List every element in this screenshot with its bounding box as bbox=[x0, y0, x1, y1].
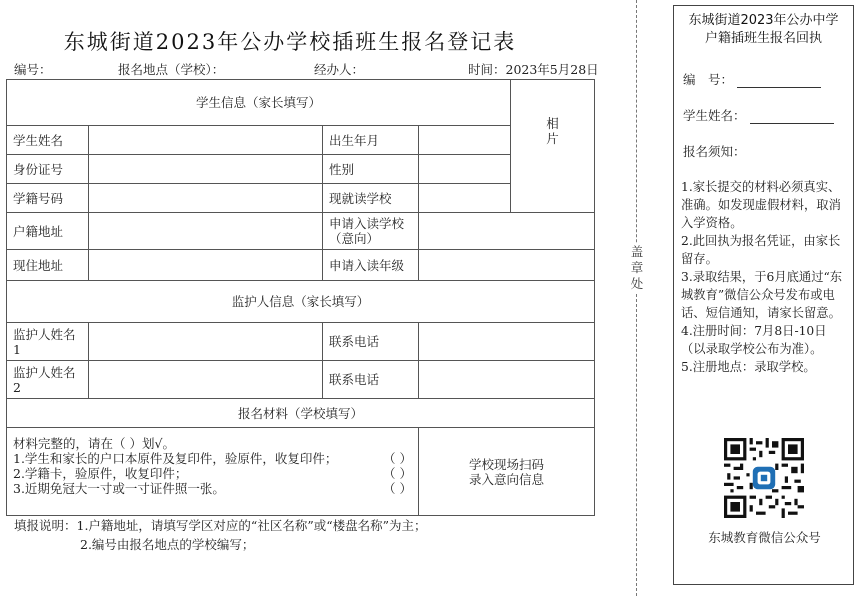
photo-label-2: 片 bbox=[546, 131, 559, 146]
hukou-label: 户籍地址 bbox=[7, 213, 89, 250]
scan-instruction bbox=[419, 428, 595, 516]
note-2: 2.编号由报名地点的学校编写； bbox=[80, 537, 255, 552]
guardian1-name-label: 监护人姓名1 bbox=[7, 323, 89, 361]
guardian-info-header: 监护人信息（家长填写） bbox=[7, 281, 595, 323]
material-item-2-text: 2.学籍卡，验原件，收复印件； bbox=[13, 466, 188, 481]
guardian1-name-field[interactable] bbox=[89, 323, 323, 361]
materials-intro: 材料完整的，请在（ ）划√。 bbox=[13, 436, 175, 451]
form-title: 东城街道2023年公办学校插班生报名登记表 bbox=[63, 30, 517, 54]
filling-notes bbox=[14, 516, 427, 554]
receipt-rule-1: 1.家长提交的材料必须真实、准确。如发现虚假材料，取消入学资格。 bbox=[681, 180, 841, 230]
registration-table bbox=[6, 79, 595, 516]
material-item-1-text: 1.学生和家长的户口本原件及复印件，验原件，收复印件； bbox=[13, 451, 338, 466]
receipt-serial-row bbox=[683, 70, 821, 88]
material-item-3 bbox=[13, 481, 412, 496]
seal-char-2: 章 bbox=[630, 260, 644, 275]
receipt-serial-label: 编 号： bbox=[683, 72, 734, 87]
note-1: 填报说明：1.户籍地址，请填写学区对应的“社区名称”或“楼盘名称”为主； bbox=[14, 518, 427, 533]
materials-header: 报名材料（学校填写） bbox=[7, 399, 595, 428]
gender-field[interactable] bbox=[419, 155, 511, 184]
receipt-title-line-1: 东城街道2023年公办中学 bbox=[688, 13, 839, 28]
material-item-3-text: 3.近期免冠大一寸或一寸证件照一张。 bbox=[13, 481, 225, 496]
guardian1-phone-label: 联系电话 bbox=[323, 323, 419, 361]
date-label: 时间：2023年5月28日 bbox=[468, 62, 599, 77]
material-item-2 bbox=[13, 466, 412, 481]
birth-field[interactable] bbox=[419, 126, 511, 155]
serial-label: 编号： bbox=[14, 62, 52, 77]
student-no-label: 学籍号码 bbox=[7, 184, 89, 213]
receipt-name-row bbox=[683, 106, 834, 124]
apply-school-label: 申请入读学校（意向） bbox=[323, 213, 419, 250]
receipt-rule-3: 3.录取结果，于6月底通过“东城教育”微信公众号发布或电话、短信通知，请家长留意。 bbox=[681, 270, 843, 320]
apply-grade-label: 申请入读年级 bbox=[323, 250, 419, 281]
handler-label: 经办人： bbox=[314, 62, 365, 77]
receipt-serial-field[interactable] bbox=[737, 75, 821, 88]
current-school-field[interactable] bbox=[419, 184, 595, 213]
student-info-header: 学生信息（家长填写） bbox=[7, 80, 511, 126]
receipt-title-line-2: 户籍插班生报名回执 bbox=[704, 31, 822, 46]
student-name-label: 学生姓名 bbox=[7, 126, 89, 155]
birth-label: 出生年月 bbox=[323, 126, 419, 155]
receipt-rule-4: 4.注册时间：7月8日-10日（以录取学校公布为准）。 bbox=[681, 324, 827, 356]
residence-field[interactable] bbox=[89, 250, 323, 281]
qr-caption: 东城教育微信公众号 bbox=[708, 530, 821, 545]
receipt-name-label: 学生姓名： bbox=[683, 108, 746, 123]
material-checkbox-3[interactable]: （ ） bbox=[383, 481, 412, 496]
hukou-field[interactable] bbox=[89, 213, 323, 250]
material-checkbox-2[interactable]: （ ） bbox=[383, 466, 412, 481]
seal-area bbox=[626, 244, 648, 292]
student-name-field[interactable] bbox=[89, 126, 323, 155]
receipt-name-field[interactable] bbox=[750, 111, 834, 124]
receipt-rule-2: 2.此回执为报名凭证，由家长留存。 bbox=[681, 234, 841, 266]
material-item-1 bbox=[13, 451, 412, 466]
scan-line-2: 录入意向信息 bbox=[469, 471, 545, 487]
qr-code-icon[interactable] bbox=[724, 438, 804, 518]
tear-line bbox=[636, 0, 637, 596]
receipt-notice-label: 报名须知： bbox=[683, 144, 746, 159]
guardian2-phone-label: 联系电话 bbox=[323, 361, 419, 399]
gender-label: 性别 bbox=[323, 155, 419, 184]
photo-label-1: 相 bbox=[546, 116, 559, 131]
receipt-rules bbox=[681, 178, 851, 376]
apply-school-field[interactable] bbox=[419, 213, 595, 250]
materials-checklist bbox=[7, 428, 419, 516]
student-no-field[interactable] bbox=[89, 184, 323, 213]
seal-char-3: 处 bbox=[630, 276, 644, 291]
receipt-title bbox=[674, 12, 853, 48]
seal-char-1: 盖 bbox=[630, 244, 644, 259]
scan-line-1: 学校现场扫码 bbox=[469, 456, 545, 472]
guardian2-name-label: 监护人姓名2 bbox=[7, 361, 89, 399]
receipt-panel bbox=[673, 5, 854, 585]
material-checkbox-1[interactable]: （ ） bbox=[383, 451, 412, 466]
form-meta-row bbox=[14, 60, 620, 78]
location-label: 报名地点（学校）： bbox=[118, 62, 225, 77]
apply-grade-field[interactable] bbox=[419, 250, 595, 281]
id-label: 身份证号 bbox=[7, 155, 89, 184]
guardian1-phone-field[interactable] bbox=[419, 323, 595, 361]
receipt-rule-5: 5.注册地点：录取学校。 bbox=[681, 360, 816, 374]
guardian2-phone-field[interactable] bbox=[419, 361, 595, 399]
residence-label: 现住地址 bbox=[7, 250, 89, 281]
current-school-label: 现就读学校 bbox=[323, 184, 419, 213]
guardian2-name-field[interactable] bbox=[89, 361, 323, 399]
id-field[interactable] bbox=[89, 155, 323, 184]
